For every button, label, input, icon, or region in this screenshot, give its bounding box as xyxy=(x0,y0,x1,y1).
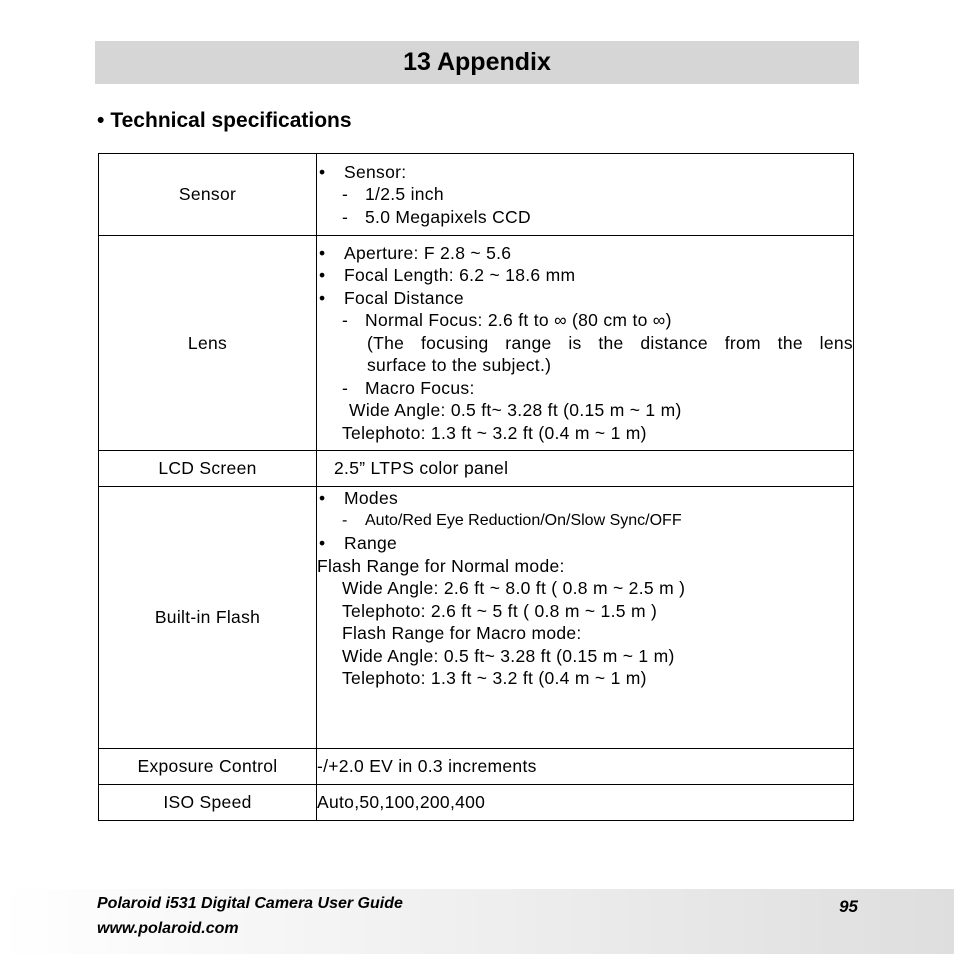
spec-line: • Focal Length: 6.2 ~ 18.6 mm xyxy=(317,264,853,287)
spec-line: - Macro Focus: xyxy=(317,377,853,400)
chapter-title: 13 Appendix xyxy=(403,48,551,76)
spec-label-flash: Built-in Flash xyxy=(99,487,317,749)
spec-line: - 5.0 Megapixels CCD xyxy=(317,206,853,229)
spec-value-iso: Auto,50,100,200,400 xyxy=(317,785,854,821)
spec-line: • Modes xyxy=(317,487,853,510)
section-heading xyxy=(97,109,352,133)
spec-line: Wide Angle: 0.5 ft~ 3.28 ft (0.15 m ~ 1 m) xyxy=(342,645,675,666)
table-row-lens xyxy=(99,236,854,451)
footer-url: www.polaroid.com xyxy=(97,920,239,937)
table-row-exposure xyxy=(99,749,854,785)
spec-line: Telephoto: 2.6 ft ~ 5 ft ( 0.8 m ~ 1.5 m ) xyxy=(342,600,658,621)
spec-line: Flash Range for Macro mode: xyxy=(342,623,582,643)
spec-line: • Range xyxy=(317,532,853,555)
spec-line: Wide Angle: 2.6 ft ~ 8.0 ft ( 0.8 m ~ 2.5 m ) xyxy=(342,578,686,598)
spec-line: Telephoto: 1.3 ft ~ 3.2 ft (0.4 m ~ 1 m) xyxy=(342,422,647,443)
spec-line: - 1/2.5 inch xyxy=(317,183,853,206)
spec-label-sensor: Sensor xyxy=(99,154,317,236)
table-row-lcd xyxy=(99,451,854,487)
chapter-header xyxy=(95,41,859,84)
spec-line: • Sensor: xyxy=(317,161,853,184)
spec-line: - Auto/Red Eye Reduction/On/Slow Sync/OFF xyxy=(317,510,853,533)
spec-line: Flash Range for Normal mode: xyxy=(317,555,565,576)
spec-line: Wide Angle: 0.5 ft~ 3.28 ft (0.15 m ~ 1 m) xyxy=(349,400,682,421)
spec-line: • Aperture: F 2.8 ~ 5.6 xyxy=(317,242,853,265)
spec-value-flash xyxy=(317,487,854,749)
table-row-flash xyxy=(99,487,854,749)
spec-value-exposure: -/+2.0 EV in 0.3 increments xyxy=(317,749,854,785)
spec-line: (The focusing range is the distance from the lens xyxy=(367,332,853,353)
spec-line: • Focal Distance xyxy=(317,287,853,310)
spec-value-lens xyxy=(317,236,854,451)
spec-label-lcd: LCD Screen xyxy=(99,451,317,487)
spec-value-sensor xyxy=(317,154,854,236)
spec-line: - Normal Focus: 2.6 ft to ∞ (80 cm to ∞) xyxy=(317,309,853,332)
table-row-sensor xyxy=(99,154,854,236)
spec-label-iso: ISO Speed xyxy=(99,785,317,821)
spec-line: surface to the subject.) xyxy=(367,355,552,376)
page-number: 95 xyxy=(839,897,858,916)
table-row-iso xyxy=(99,785,854,821)
spec-label-lens: Lens xyxy=(99,236,317,451)
section-title: Technical specifications xyxy=(110,109,352,132)
spec-value-lcd: 2.5” LTPS color panel xyxy=(317,451,854,487)
footer-guide-title: Polaroid i531 Digital Camera User Guide xyxy=(97,895,403,912)
specifications-table xyxy=(98,153,854,821)
spec-line: Telephoto: 1.3 ft ~ 3.2 ft (0.4 m ~ 1 m) xyxy=(342,668,647,688)
section-bullet: • xyxy=(97,109,105,132)
spec-label-exposure: Exposure Control xyxy=(99,749,317,785)
